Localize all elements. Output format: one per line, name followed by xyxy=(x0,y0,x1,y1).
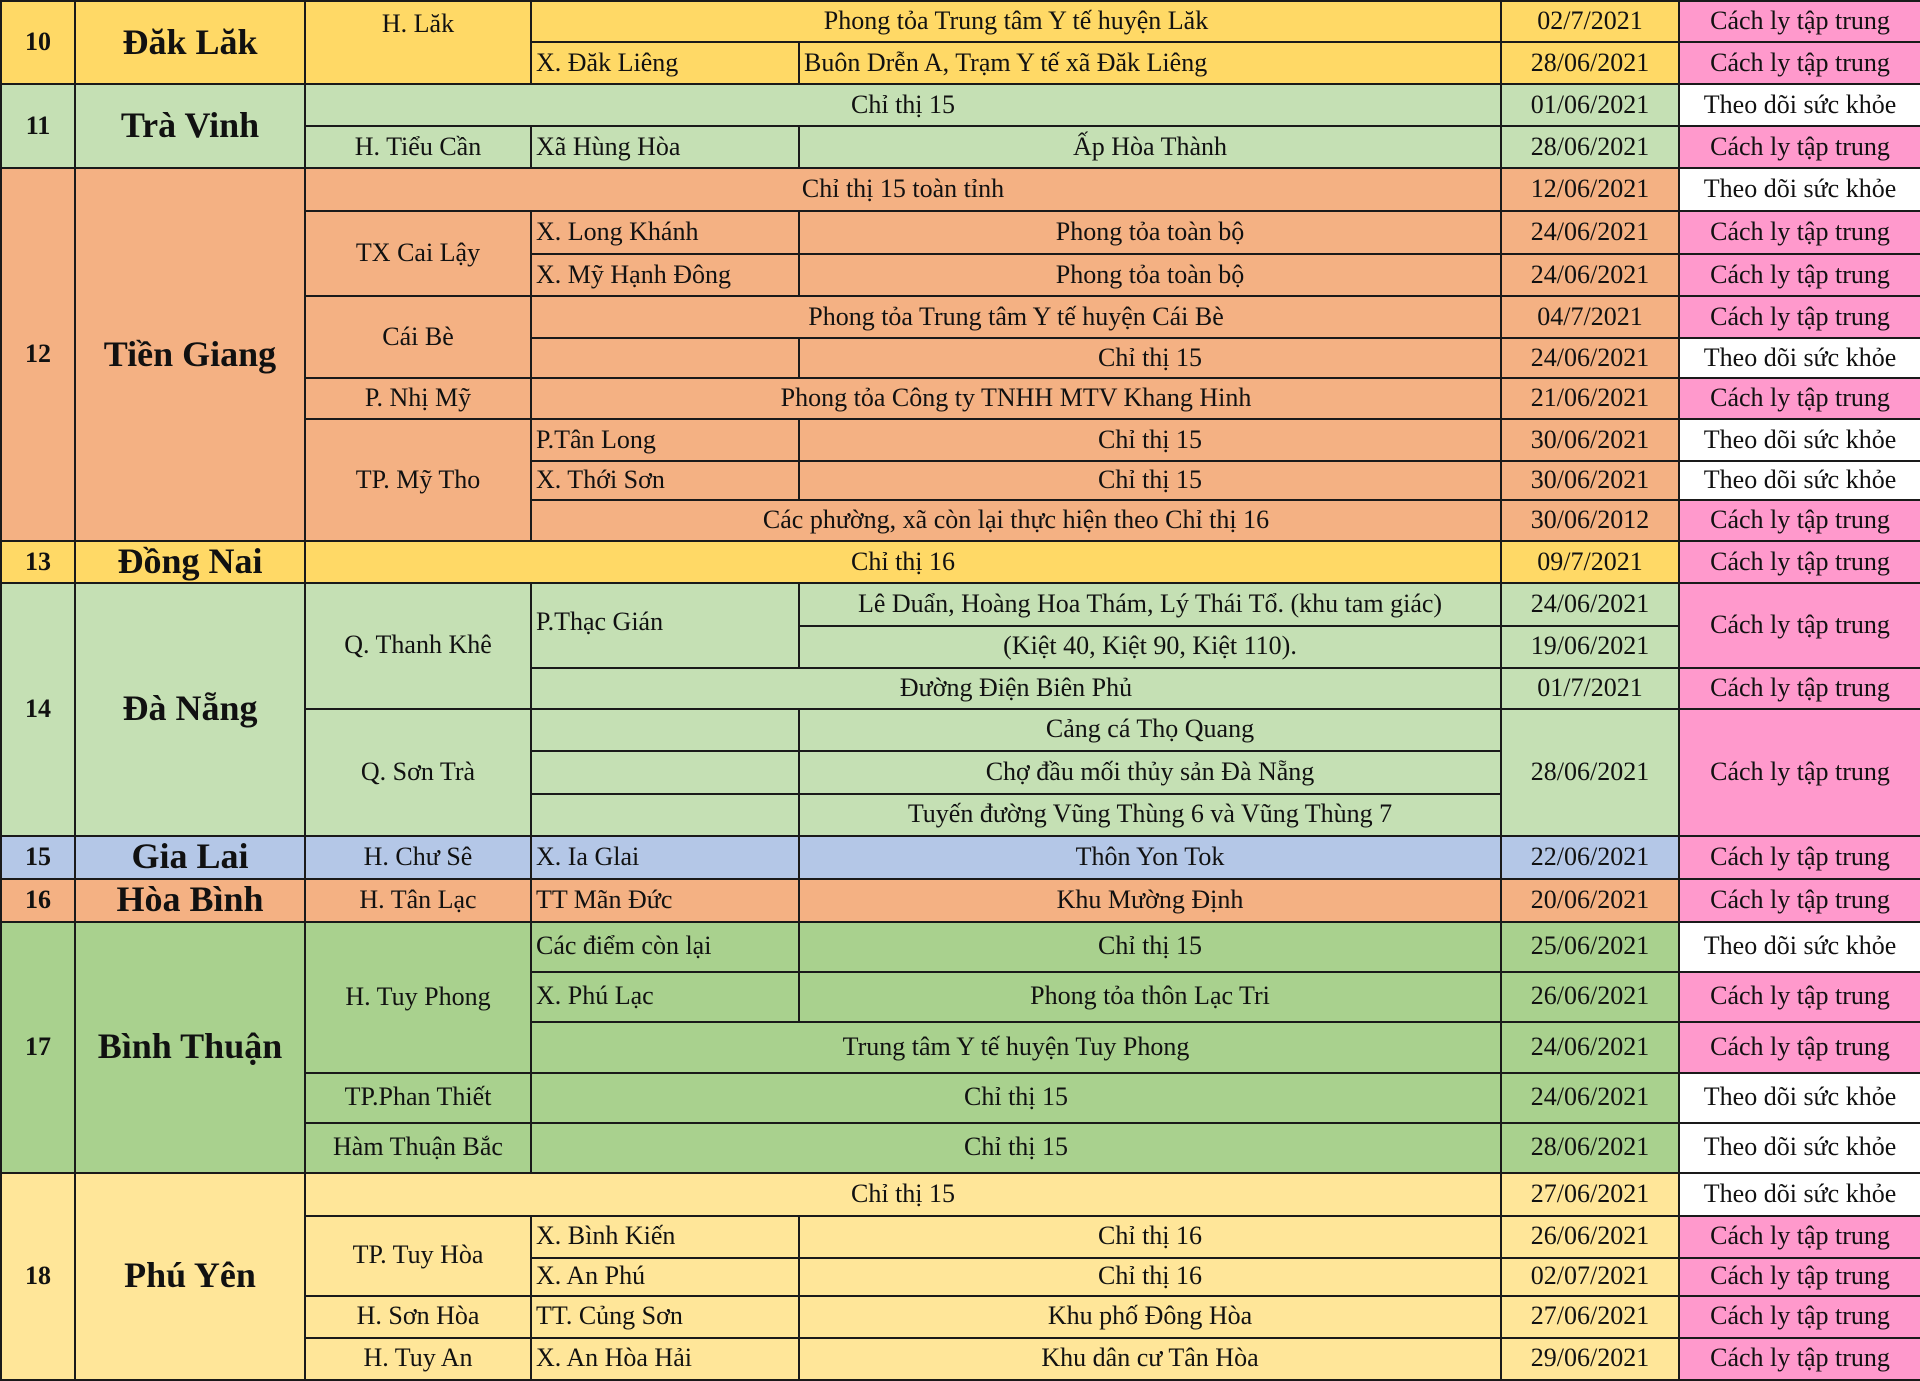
area: Chỉ thị 16 xyxy=(799,1258,1501,1296)
district: H. Lăk xyxy=(305,1,531,84)
commune: Xã Hùng Hòa xyxy=(531,126,799,168)
commune xyxy=(531,794,799,836)
area: Các phường, xã còn lại thực hiện theo Chỉ thị 16 xyxy=(531,500,1501,541)
area: Chỉ thị 15 xyxy=(531,1123,1501,1173)
row-number: 13 xyxy=(1,541,75,583)
date: 20/06/2021 xyxy=(1501,879,1679,922)
area: Chỉ thị 15 xyxy=(531,1073,1501,1123)
area: Phong tỏa Trung tâm Y tế huyện Cái Bè xyxy=(531,296,1501,338)
commune: X. Đăk Liêng xyxy=(531,42,799,84)
status: Cách ly tập trung xyxy=(1679,668,1920,709)
row-number: 15 xyxy=(1,836,75,879)
area: Khu dân cư Tân Hòa xyxy=(799,1338,1501,1380)
commune xyxy=(531,338,799,378)
district: TX Cai Lậy xyxy=(305,211,531,296)
area: Chỉ thị 15 xyxy=(305,84,1501,126)
row-number: 18 xyxy=(1,1173,75,1380)
area: Chỉ thị 15 xyxy=(799,419,1501,461)
status: Cách ly tập trung xyxy=(1679,1296,1920,1338)
district: H. Sơn Hòa xyxy=(305,1296,531,1338)
commune xyxy=(531,709,799,751)
district: P. Nhị Mỹ xyxy=(305,378,531,419)
commune: X. Ia Glai xyxy=(531,836,799,879)
table-row xyxy=(1,1,1920,42)
district: H. Tiểu Cần xyxy=(305,126,531,168)
status: Cách ly tập trung xyxy=(1679,1216,1920,1258)
district: TP.Phan Thiết xyxy=(305,1073,531,1123)
province-name: Phú Yên xyxy=(75,1173,305,1380)
status: Cách ly tập trung xyxy=(1679,836,1920,879)
area: Chỉ thị 15 xyxy=(799,922,1501,972)
area: Phong tỏa toàn bộ xyxy=(799,211,1501,254)
date: 30/06/2012 xyxy=(1501,500,1679,541)
status: Cách ly tập trung xyxy=(1679,541,1920,583)
area: Khu Mường Định xyxy=(799,879,1501,922)
area: Khu phố Đông Hòa xyxy=(799,1296,1501,1338)
status: Theo dõi sức khỏe xyxy=(1679,1173,1920,1216)
district: H. Tuy Phong xyxy=(305,922,531,1073)
date: 02/7/2021 xyxy=(1501,1,1679,42)
district: Hàm Thuận Bắc xyxy=(305,1123,531,1173)
district: Q. Sơn Trà xyxy=(305,709,531,836)
area: Phong tỏa Trung tâm Y tế huyện Lăk xyxy=(531,1,1501,42)
status: Theo dõi sức khỏe xyxy=(1679,1123,1920,1173)
province-name: Gia Lai xyxy=(75,836,305,879)
commune: Các điểm còn lại xyxy=(531,922,799,972)
area: Chỉ thị 15 toàn tỉnh xyxy=(305,168,1501,211)
date: 27/06/2021 xyxy=(1501,1296,1679,1338)
area: Chỉ thị 16 xyxy=(799,1216,1501,1258)
province-name: Bình Thuận xyxy=(75,922,305,1173)
date: 09/7/2021 xyxy=(1501,541,1679,583)
status: Theo dõi sức khỏe xyxy=(1679,1073,1920,1123)
province-name: Đà Nẵng xyxy=(75,583,305,836)
status: Cách ly tập trung xyxy=(1679,378,1920,419)
district: TP. Tuy Hòa xyxy=(305,1216,531,1296)
date: 22/06/2021 xyxy=(1501,836,1679,879)
date: 24/06/2021 xyxy=(1501,1022,1679,1073)
date: 12/06/2021 xyxy=(1501,168,1679,211)
date: 28/06/2021 xyxy=(1501,1123,1679,1173)
commune: X. Mỹ Hạnh Đông xyxy=(531,254,799,296)
commune: P.Tân Long xyxy=(531,419,799,461)
status: Cách ly tập trung xyxy=(1679,254,1920,296)
date: 28/06/2021 xyxy=(1501,42,1679,84)
area: (Kiệt 40, Kiệt 90, Kiệt 110). xyxy=(799,626,1501,668)
province-name: Tiền Giang xyxy=(75,168,305,541)
district: Cái Bè xyxy=(305,296,531,378)
status: Cách ly tập trung xyxy=(1679,709,1920,836)
status: Cách ly tập trung xyxy=(1679,1338,1920,1380)
commune: X. Long Khánh xyxy=(531,211,799,254)
row-number: 12 xyxy=(1,168,75,541)
area: Chỉ thị 15 xyxy=(305,1173,1501,1216)
date: 26/06/2021 xyxy=(1501,1216,1679,1258)
date: 21/06/2021 xyxy=(1501,378,1679,419)
status: Cách ly tập trung xyxy=(1679,126,1920,168)
status: Cách ly tập trung xyxy=(1679,211,1920,254)
commune: P.Thạc Gián xyxy=(531,583,799,668)
district: H. Chư Sê xyxy=(305,836,531,879)
table-row xyxy=(1,84,1920,126)
date: 28/06/2021 xyxy=(1501,126,1679,168)
table-row xyxy=(1,836,1920,879)
district: Q. Thanh Khê xyxy=(305,583,531,709)
date: 25/06/2021 xyxy=(1501,922,1679,972)
commune: X. An Phú xyxy=(531,1258,799,1296)
commune: X. Thới Sơn xyxy=(531,461,799,500)
date: 30/06/2021 xyxy=(1501,419,1679,461)
date: 24/06/2021 xyxy=(1501,583,1679,626)
status: Theo dõi sức khỏe xyxy=(1679,461,1920,500)
area: Chỉ thị 15 xyxy=(799,461,1501,500)
area: Lê Duẩn, Hoàng Hoa Thám, Lý Thái Tổ. (khu tam giác) xyxy=(799,583,1501,626)
row-number: 10 xyxy=(1,1,75,84)
status: Cách ly tập trung xyxy=(1679,1,1920,42)
area: Đường Điện Biên Phủ xyxy=(531,668,1501,709)
table-row xyxy=(1,541,1920,583)
table-row xyxy=(1,168,1920,211)
date: 24/06/2021 xyxy=(1501,254,1679,296)
province-name: Trà Vinh xyxy=(75,84,305,168)
date: 28/06/2021 xyxy=(1501,709,1679,836)
date: 02/07/2021 xyxy=(1501,1258,1679,1296)
area: Tuyến đường Vũng Thùng 6 và Vũng Thùng 7 xyxy=(799,794,1501,836)
date: 19/06/2021 xyxy=(1501,626,1679,668)
area: Phong tỏa Công ty TNHH MTV Khang Hinh xyxy=(531,378,1501,419)
status: Theo dõi sức khỏe xyxy=(1679,922,1920,972)
status: Theo dõi sức khỏe xyxy=(1679,168,1920,211)
commune: X. An Hòa Hải xyxy=(531,1338,799,1380)
area: Chỉ thị 15 xyxy=(799,338,1501,378)
table-row xyxy=(1,879,1920,922)
status: Cách ly tập trung xyxy=(1679,1258,1920,1296)
date: 01/7/2021 xyxy=(1501,668,1679,709)
date: 27/06/2021 xyxy=(1501,1173,1679,1216)
status: Cách ly tập trung xyxy=(1679,500,1920,541)
status: Theo dõi sức khỏe xyxy=(1679,419,1920,461)
status: Cách ly tập trung xyxy=(1679,1022,1920,1073)
status: Cách ly tập trung xyxy=(1679,42,1920,84)
row-number: 16 xyxy=(1,879,75,922)
date: 30/06/2021 xyxy=(1501,461,1679,500)
date: 24/06/2021 xyxy=(1501,211,1679,254)
commune: TT. Củng Sơn xyxy=(531,1296,799,1338)
area: Cảng cá Thọ Quang xyxy=(799,709,1501,751)
province-name: Đồng Nai xyxy=(75,541,305,583)
district: H. Tân Lạc xyxy=(305,879,531,922)
area: Phong tỏa thôn Lạc Tri xyxy=(799,972,1501,1022)
date: 01/06/2021 xyxy=(1501,84,1679,126)
date: 04/7/2021 xyxy=(1501,296,1679,338)
area: Thôn Yon Tok xyxy=(799,836,1501,879)
area: Ấp Hòa Thành xyxy=(799,126,1501,168)
table-row xyxy=(1,1173,1920,1216)
commune: X. Bình Kiến xyxy=(531,1216,799,1258)
commune: TT Mãn Đức xyxy=(531,879,799,922)
area: Chợ đầu mối thủy sản Đà Nẵng xyxy=(799,751,1501,794)
status: Cách ly tập trung xyxy=(1679,879,1920,922)
row-number: 11 xyxy=(1,84,75,168)
area: Trung tâm Y tế huyện Tuy Phong xyxy=(531,1022,1501,1073)
commune: X. Phú Lạc xyxy=(531,972,799,1022)
date: 26/06/2021 xyxy=(1501,972,1679,1022)
area: Chỉ thị 16 xyxy=(305,541,1501,583)
commune xyxy=(531,751,799,794)
district: TP. Mỹ Tho xyxy=(305,419,531,541)
date: 24/06/2021 xyxy=(1501,1073,1679,1123)
date: 29/06/2021 xyxy=(1501,1338,1679,1380)
status: Cách ly tập trung xyxy=(1679,972,1920,1022)
row-number: 17 xyxy=(1,922,75,1173)
status: Theo dõi sức khỏe xyxy=(1679,84,1920,126)
province-name: Đăk Lăk xyxy=(75,1,305,84)
table-row xyxy=(1,922,1920,972)
area: Buôn Drễn A, Trạm Y tế xã Đăk Liêng xyxy=(799,42,1501,84)
row-number: 14 xyxy=(1,583,75,836)
table-row xyxy=(1,583,1920,626)
status: Cách ly tập trung xyxy=(1679,583,1920,668)
area: Phong tỏa toàn bộ xyxy=(799,254,1501,296)
status: Theo dõi sức khỏe xyxy=(1679,338,1920,378)
date: 24/06/2021 xyxy=(1501,338,1679,378)
province-name: Hòa Bình xyxy=(75,879,305,922)
district: H. Tuy An xyxy=(305,1338,531,1380)
status: Cách ly tập trung xyxy=(1679,296,1920,338)
